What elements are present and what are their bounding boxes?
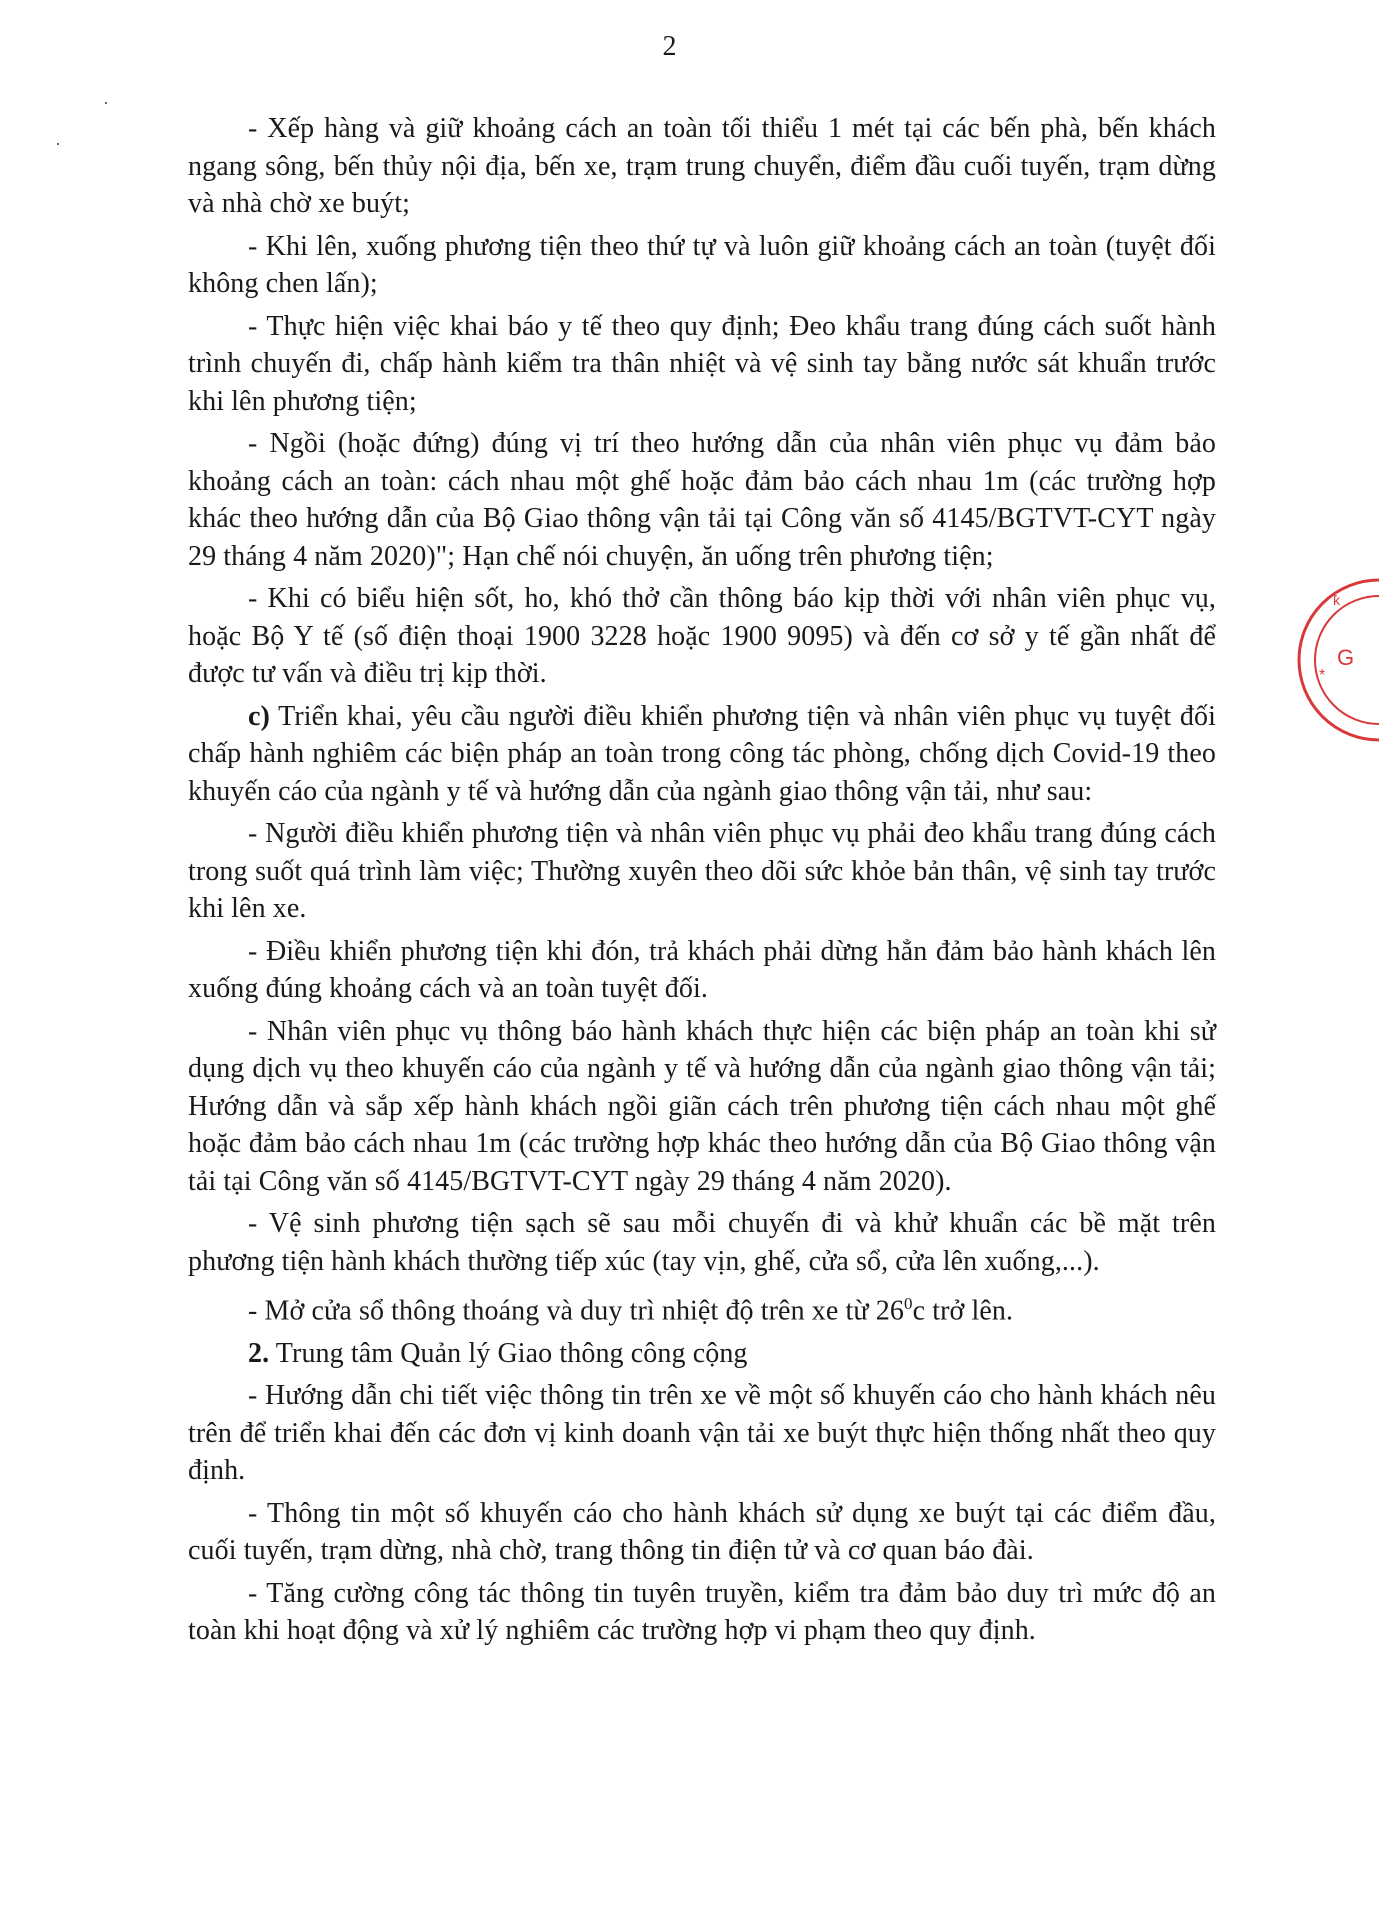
- paragraph: c) Triển khai, yêu cầu người điều khiển phương tiện và nhân viên phục vụ tuyệt đối chấp hành nghiêm các biện pháp an toàn trong công tác phòng, chống dịch Covid-19 theo khuyến cáo của ngành y tế và hướng dẫn của ngành giao thông vận tải, như sau:: [188, 700, 1216, 807]
- paragraph: - Tăng cường công tác thông tin tuyên truyền, kiểm tra đảm bảo duy trì mức độ an toàn khi hoạt động và xử lý nghiêm các trường hợp vi phạm theo quy định.: [188, 1577, 1216, 1647]
- paragraph: - Mở cửa sổ thông thoáng và duy trì nhiệt độ trên xe từ $26^0c$ trở lên.: [248, 1294, 1014, 1327]
- scan-speck: [57, 143, 59, 145]
- paragraph: - Nhân viên phục vụ thông báo hành khách thực hiện các biện pháp an toàn khi sử dụng dịch vụ theo khuyến cáo của ngành y tế và hướng dẫn của ngành giao thông vận tải; Hướng dẫn và sắp xếp hành khách ngồi giãn cách trên phương tiện cách nhau một ghế hoặc đảm bảo cách nhau 1m (các trường hợp khác theo hướng dẫn của Bộ Giao thông vận tải tại Công văn số 4145/BGTVT-CYT ngày 29 tháng 4 năm 2020).: [188, 1015, 1216, 1197]
- paragraph: - Thực hiện việc khai báo y tế theo quy định; Đeo khẩu trang đúng cách suốt hành trình chuyến đi, chấp hành kiểm tra thân nhiệt và vệ sinh tay bằng nước sát khuẩn trước khi lên phương tiện;: [188, 310, 1216, 417]
- seal-mark: ƙ: [1333, 592, 1340, 608]
- seal-mark: *: [1319, 667, 1326, 684]
- superscript: 0: [903, 1294, 913, 1313]
- section-heading: 2. Trung tâm Quản lý Giao thông công cộng: [248, 1337, 748, 1369]
- page-number: 2: [662, 31, 677, 62]
- item-marker: 2.: [248, 1337, 270, 1369]
- paragraph: - Vệ sinh phương tiện sạch sẽ sau mỗi chuyến đi và khử khuẩn các bề mặt trên phương tiện hành khách thường tiếp xúc (tay vịn, ghế, cửa sổ, cửa lên xuống,...).: [188, 1208, 1216, 1277]
- red-seal-stamp: [1289, 565, 1379, 755]
- paragraph: - Hướng dẫn chi tiết việc thông tin trên xe về một số khuyến cáo cho hành khách nêu trên để triển khai đến các đơn vị kinh doanh vận tải xe buýt thực hiện thống nhất theo quy định.: [188, 1380, 1216, 1487]
- paragraph: - Người điều khiển phương tiện và nhân viên phục vụ phải đeo khẩu trang đúng cách trong suốt quá trình làm việc; Thường xuyên theo dõi sức khỏe bản thân, vệ sinh tay trước khi lên xe.: [188, 818, 1216, 924]
- scan-speck: [105, 102, 107, 104]
- paragraph: - Khi có biểu hiện sốt, ho, khó thở cần thông báo kịp thời với nhân viên phục vụ, hoặc Bộ Y tế (số điện thoại 1900 3228 hoặc 1900 9095) và đến cơ sở y tế gần nhất để được tư vấn và điều trị kịp thời.: [188, 583, 1216, 689]
- item-marker: c): [248, 700, 270, 732]
- paragraph: - Thông tin một số khuyến cáo cho hành khách sử dụng xe buýt tại các điểm đầu, cuối tuyến, trạm dừng, nhà chờ, trang thông tin điện tử và cơ quan báo đài.: [188, 1497, 1216, 1567]
- paragraph: - Xếp hàng và giữ khoảng cách an toàn tối thiểu 1 mét tại các bến phà, bến khách ngang sông, bến thủy nội địa, bến xe, trạm trung chuyển, điểm đầu cuối tuyến, trạm dừng và nhà chờ xe buýt;: [188, 113, 1216, 219]
- document-body: [188, 110, 1216, 1655]
- paragraph: - Ngồi (hoặc đứng) đúng vị trí theo hướng dẫn của nhân viên phục vụ đảm bảo khoảng cách an toàn: cách nhau một ghế hoặc đảm bảo cách nhau 1m (các trường hợp khác theo hướng dẫn của Bộ Giao thông vận tải tại Công văn số 4145/BGTVT-CYT ngày 29 tháng 4 năm 2020)"; Hạn chế nói chuyện, ăn uống trên phương tiện;: [188, 428, 1216, 572]
- seal-mark: G: [1337, 645, 1355, 670]
- paragraph: - Điều khiển phương tiện khi đón, trả khách phải dừng hẳn đảm bảo hành khách lên xuống đúng khoảng cách và an toàn tuyệt đối.: [188, 935, 1216, 1004]
- paragraph: - Khi lên, xuống phương tiện theo thứ tự và luôn giữ khoảng cách an toàn (tuyệt đối không chen lấn);: [188, 230, 1216, 299]
